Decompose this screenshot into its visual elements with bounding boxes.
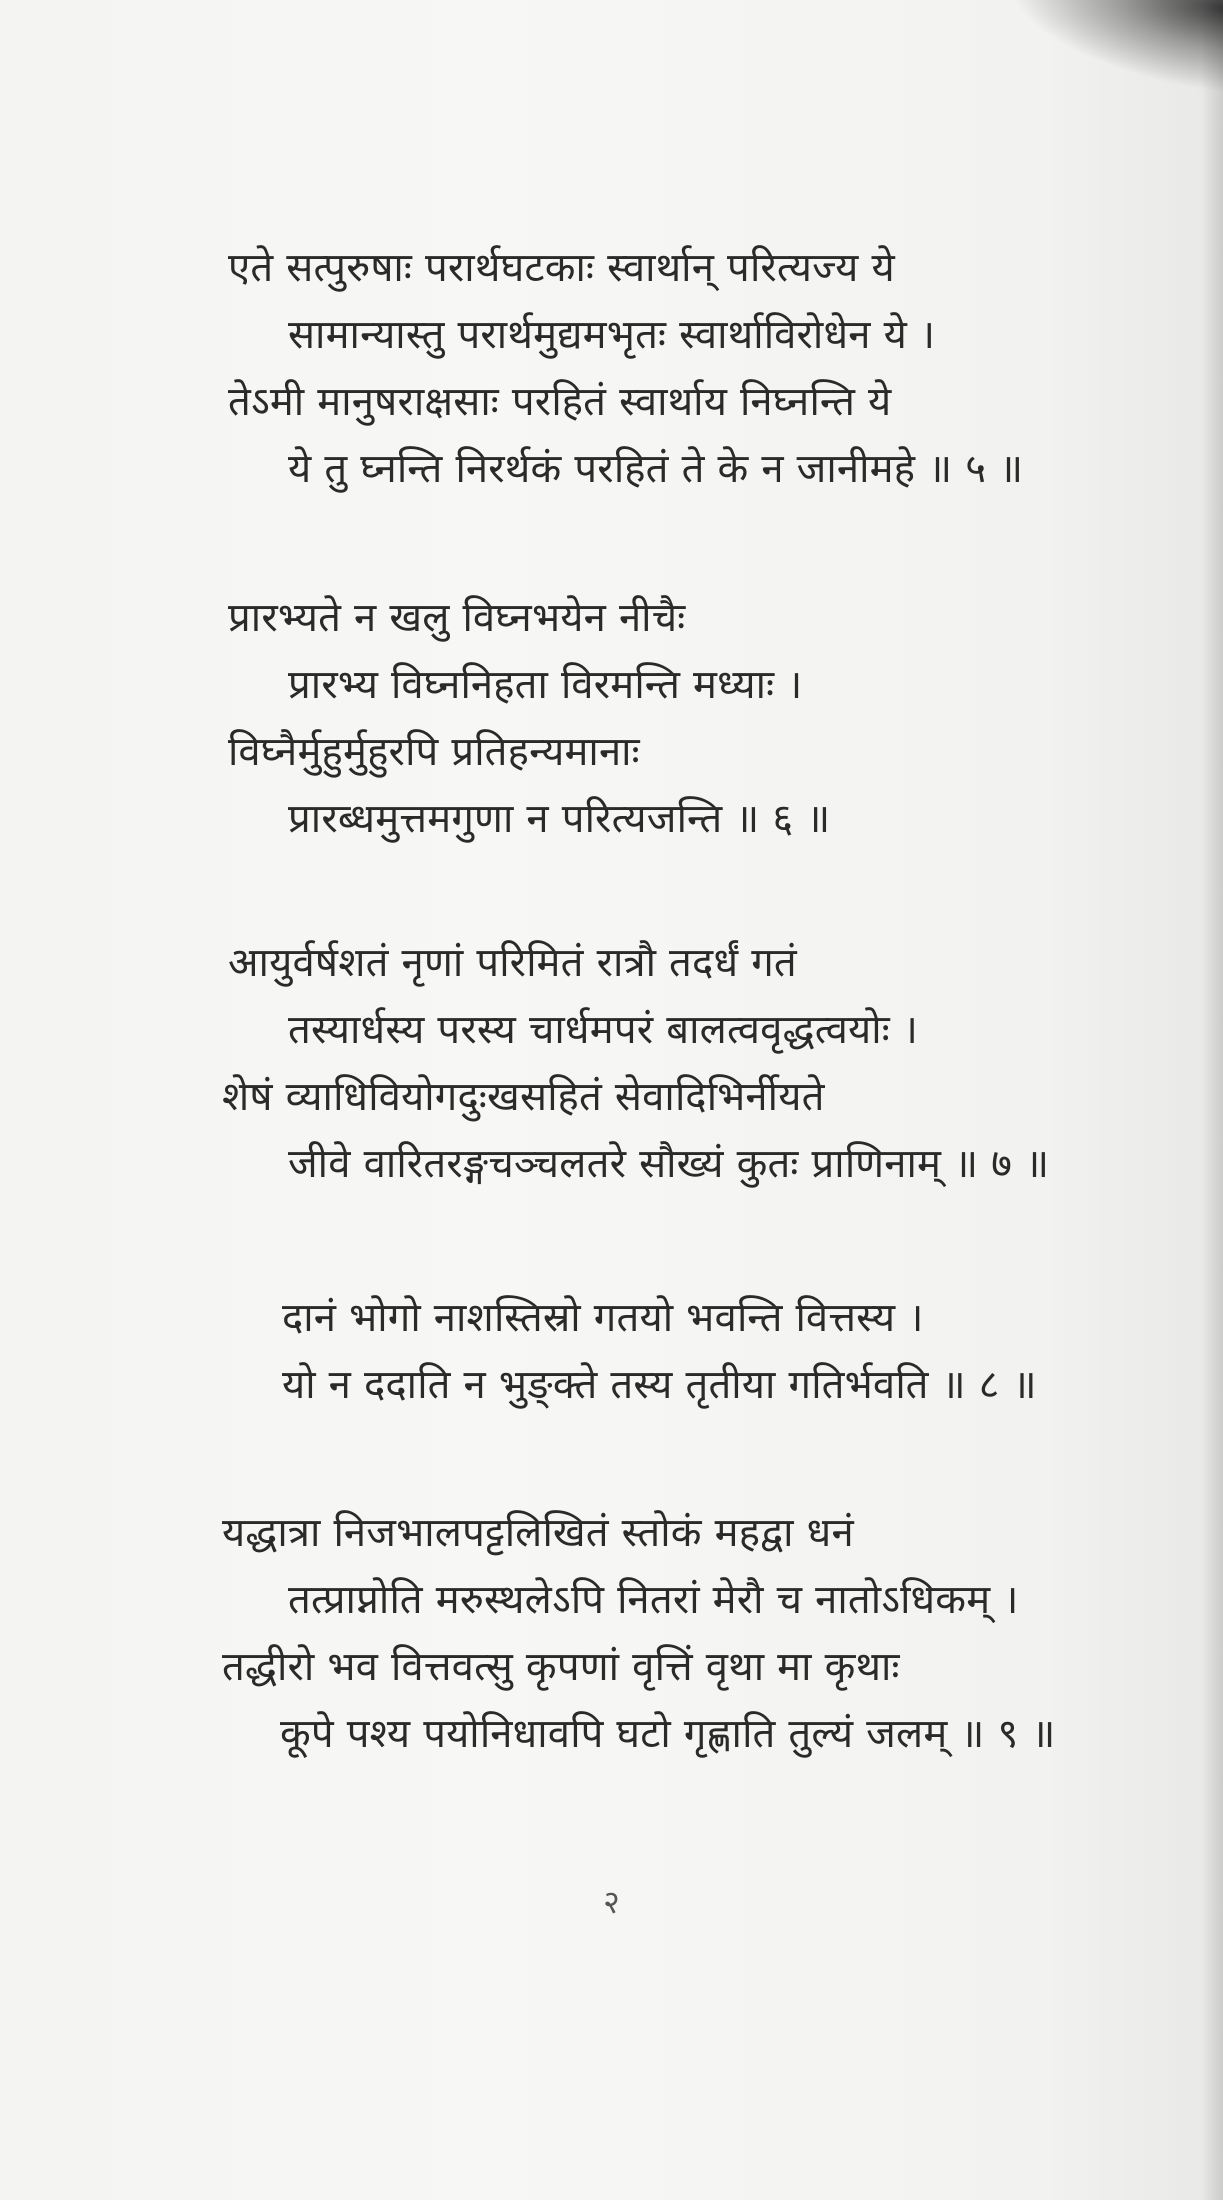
verse-line: सामान्यास्तु परार्थमुद्यमभृतः स्वार्थाविरोधेन ये । (288, 312, 936, 358)
verse-line: एते सत्पुरुषाः परार्थघटकाः स्वार्थान् परित्यज्य ये (228, 245, 895, 291)
verse-line: कूपे पश्य पयोनिधावपि घटो गृह्णाति तुल्यं जलम् ॥ ९ ॥ (280, 1711, 1056, 1757)
verse-line: ये तु घ्नन्ति निरर्थकं परहितं ते के न जानीमहे ॥ ५ ॥ (288, 446, 1024, 492)
verse-line: प्रारब्धमुत्तमगुणा न परित्यजन्ति ॥ ६ ॥ (288, 796, 831, 842)
verse-line: दानं भोगो नाशस्तिस्रो गतयो भवन्ति वित्तस्य । (282, 1295, 924, 1341)
verse-line: तत्प्राप्नोति मरुस्थलेऽपि नितरां मेरौ च नातोऽधिकम् । (288, 1577, 1019, 1623)
verse-line: आयुर्वर्षशतं नृणां परिमितं रात्रौ तदर्धं गतं (228, 940, 797, 986)
verse-line: तस्यार्धस्य परस्य चार्धमपरं बालत्ववृद्धत्वयोः । (288, 1007, 919, 1053)
verse-line: शेषं व्याधिवियोगदुःखसहितं सेवादिभिर्नीयते (222, 1074, 825, 1120)
verse-line: प्रारभ्यते न खलु विघ्नभयेन नीचैः (228, 595, 686, 641)
verse-line: तेऽमी मानुषराक्षसाः परहितं स्वार्थाय निघ्नन्ति ये (228, 379, 892, 425)
page-number: २ (603, 1883, 620, 1921)
verse-line: विघ्नैर्मुहुर्मुहुरपि प्रतिहन्यमानाः (228, 729, 640, 775)
verse-line: यो न ददाति न भुङ्क्ते तस्य तृतीया गतिर्भवति ॥ ८ ॥ (282, 1362, 1037, 1408)
page-edge-shadow (1201, 0, 1223, 2200)
verse-line: जीवे वारितरङ्गचञ्चलतरे सौख्यं कुतः प्राणिनाम् ॥ ७ ॥ (288, 1141, 1050, 1187)
page-corner-shadow (996, 0, 1223, 98)
verse-line: प्रारभ्य विघ्ननिहता विरमन्ति मध्याः । (288, 662, 803, 708)
verse-line: तद्धीरो भव वित्तवत्सु कृपणां वृत्तिं वृथा मा कृथाः (222, 1644, 900, 1690)
verse-line: यद्धात्रा निजभालपट्टलिखितं स्तोकं महद्वा धनं (222, 1510, 854, 1556)
